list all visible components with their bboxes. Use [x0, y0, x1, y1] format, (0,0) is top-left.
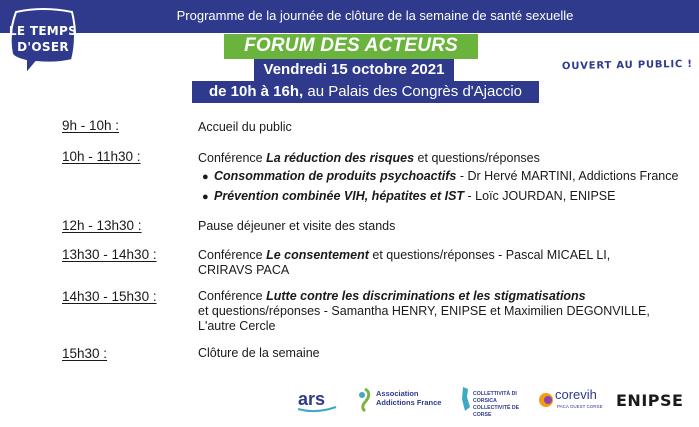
enipse-logo — [616, 385, 684, 415]
bullet-item-1-rest: - Dr Hervé MARTINI, Addictions France — [456, 169, 679, 183]
addictions-france-line2: Addictions France — [376, 398, 442, 407]
schedule-desc-1: Accueil du public — [198, 120, 292, 134]
header-title: Programme de la journée de clôture de la semaine de santé sexuelle — [176, 8, 574, 23]
bullet-item-2-topic: Prévention combinée VIH, hépatites et IST — [214, 189, 465, 203]
corse-logo — [460, 385, 532, 418]
schedule-desc-4-post: et questions/réponses - Pascal MICAEL LI, — [368, 248, 611, 262]
event-date: Vendredi 15 octobre 2021 — [263, 61, 445, 78]
schedule-desc-6: Clôture de la semaine — [198, 346, 320, 360]
schedule-time-5: 14h30 - 15h30 : — [62, 289, 157, 304]
forum-title: FORUM DES ACTEURS — [244, 35, 458, 56]
addictions-france-icon — [356, 387, 374, 413]
corevih-icon — [538, 390, 554, 410]
ars-logo — [296, 385, 340, 415]
event-place — [192, 83, 539, 100]
schedule-time-3: 12h - 13h30 : — [62, 218, 142, 233]
schedule-desc-5-topic: Lutte contre les discriminations et les stigmatisations — [266, 289, 586, 303]
bullet-item-2 — [214, 189, 616, 203]
schedule-time-4: 13h30 - 14h30 : — [62, 247, 157, 262]
ars-text: ars — [298, 389, 326, 409]
schedule-desc-4 — [198, 248, 610, 263]
corevih-logo — [538, 385, 610, 415]
schedule-desc-2-post: et questions/réponses — [414, 151, 540, 165]
schedule-desc-4-pre: Conférence — [198, 248, 267, 262]
corse-icon — [460, 385, 472, 413]
logo-text-line2: D'OSER — [17, 40, 69, 54]
le-temps-doser-logo — [6, 6, 80, 72]
schedule-desc-5-line3: L'autre Cercle — [198, 319, 276, 333]
addictions-france-line1: Association — [376, 389, 419, 398]
corevih-name: corevih — [555, 387, 597, 402]
schedule-desc-5-pre: Conférence — [198, 289, 267, 303]
bullet-item-2-rest: - Loïc JOURDAN, ENIPSE — [464, 189, 616, 203]
schedule-time-2: 10h - 11h30 : — [62, 149, 141, 164]
enipse-text: ENIPSE — [616, 391, 684, 410]
addictions-france-logo — [356, 385, 446, 415]
schedule-desc-5 — [198, 289, 586, 304]
schedule-desc-2-pre: Conférence — [198, 151, 267, 165]
open-to-public-note: OUVERT AU PUBLIC ! — [561, 58, 693, 73]
corevih-sub: PACA OUEST CORSE — [557, 404, 603, 409]
event-hours: de 10h à 16h, — [208, 83, 304, 100]
schedule-time-1: 9h - 10h : — [62, 118, 120, 133]
schedule-desc-4-topic: Le consentement — [266, 248, 369, 262]
schedule-desc-5-line2: et questions/réponses - Samantha HENRY, ENIPSE et Maximilien DEGONVILLE, — [198, 304, 650, 318]
event-location: au Palais des Congrès d'Ajaccio — [303, 83, 523, 100]
bullet-item-1 — [214, 169, 678, 183]
schedule-desc-4-line2: CRIRAVS PACA — [198, 263, 290, 277]
bullet-dot-icon: ● — [202, 171, 209, 183]
schedule-desc-3: Pause déjeuner et visite des stands — [198, 219, 396, 233]
corse-line1: COLLETTIVITÀ DI CORSICA — [473, 391, 517, 404]
logo-text-line1: LE TEMPS — [8, 24, 78, 38]
bullet-dot-icon: ● — [202, 191, 209, 203]
corse-line2: COLLECTIVITÉ DE CORSE — [473, 405, 520, 418]
schedule-desc-2 — [198, 151, 540, 166]
schedule-time-6: 15h30 : — [62, 346, 108, 361]
schedule-desc-2-topic: La réduction des risques — [266, 151, 415, 165]
bullet-item-1-topic: Consommation de produits psychoactifs — [214, 169, 457, 183]
partner-logos — [290, 385, 690, 418]
